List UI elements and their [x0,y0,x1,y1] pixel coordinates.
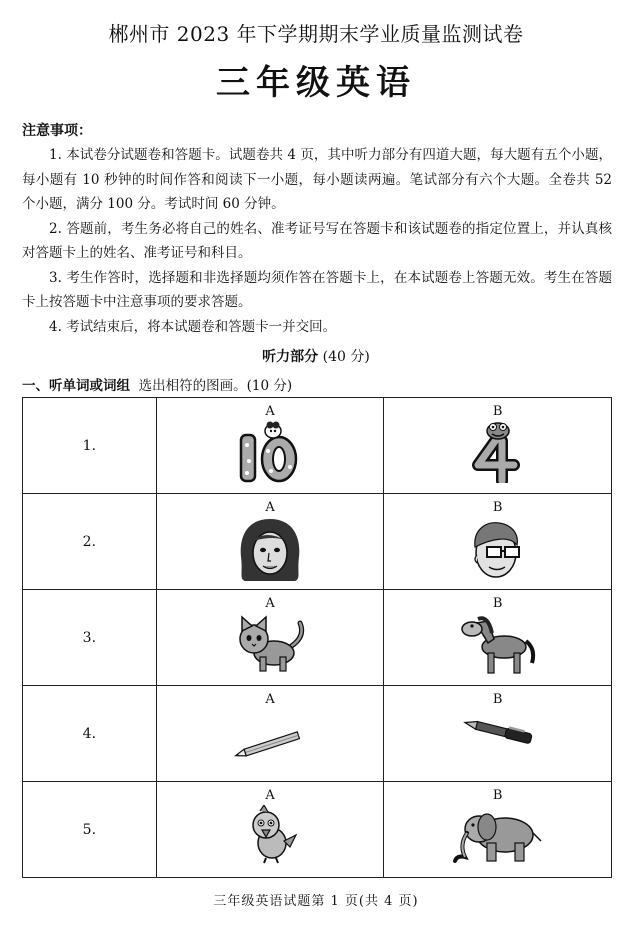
number-four-icon [468,421,528,483]
option-b[interactable] [384,782,612,878]
option-a[interactable] [156,782,384,878]
question-number: 5. [23,782,157,878]
option-b-label: B [492,500,503,515]
pencil-icon [230,709,310,769]
option-a-label: A [265,788,275,803]
question-row [23,494,612,590]
question-number: 2. [23,494,157,590]
option-a-label: A [265,404,275,419]
question-table [22,397,612,878]
section-one-heading [22,374,292,394]
number-ten-icon [235,421,305,483]
option-b[interactable] [384,494,612,590]
option-a-label: A [265,692,275,707]
question-row [23,782,612,878]
listening-heading [0,346,632,366]
option-a[interactable] [156,590,384,686]
option-b-label: B [492,788,503,803]
page-footer: 三年级英语试题第 1 页(共 4 页) [213,894,419,909]
question-row [23,686,612,782]
option-b[interactable] [384,398,612,494]
elephant-icon [453,805,543,865]
listening-score: (40 分) [322,349,370,365]
option-b-label: B [492,692,503,707]
question-number: 1. [23,398,157,494]
horse-icon [458,613,538,677]
option-a[interactable] [156,494,384,590]
option-a[interactable] [156,686,384,782]
option-a[interactable] [156,398,384,494]
note-item: 2. 答题前，考生务必将自己的姓名、准考证号写在答题卡和该试题卷的指定位置上，并认真核对答题卡上的姓名、准考证号和科目。 [22,220,612,261]
option-b-label: B [492,404,503,419]
subject-title: 三年级英语 [216,63,416,103]
notes-title: 注意事项： [22,123,92,139]
boy-face-glasses-icon [463,517,533,583]
option-b-label: B [492,596,503,611]
question-row [23,398,612,494]
option-a-label: A [265,500,275,515]
question-row [23,590,612,686]
option-b[interactable] [384,686,612,782]
note-item: 4. 考试结束后，将本试题卷和答题卡一并交回。 [49,318,337,335]
notes-list [22,143,612,339]
girl-face-icon [235,517,305,583]
option-b[interactable] [384,590,612,686]
question-number: 4. [23,686,157,782]
pen-icon [458,709,538,769]
question-number: 3. [23,590,157,686]
section-one-title: 一、听单词或词组 [22,378,130,394]
note-item: 1. 本试卷分试题卷和答题卡。试题卷共 4 页，其中听力部分有四道大题，每大题有五个小题，每小题有 10 秒钟的时间作答和阅读下一小题，每小题读两遍。笔试部分有六个大题。全卷共 52 个小题，满分 100 分。考试时间 60 分钟。 [22,147,612,212]
note-item: 3. 考生作答时，选择题和非选择题均须作答在答题卡上，在本试题卷上答题无效。考生在答题卡上按答题卡中注意事项的要求答题。 [22,269,612,310]
option-a-label: A [265,596,275,611]
exam-title: 郴州市 2023 年下学期期末学业质量监测试卷 [108,22,524,46]
section-one-instruction: 选出相符的图画。(10 分) [138,378,293,394]
cat-icon [232,613,308,675]
listening-title: 听力部分 [262,349,319,365]
bird-icon [240,805,300,865]
